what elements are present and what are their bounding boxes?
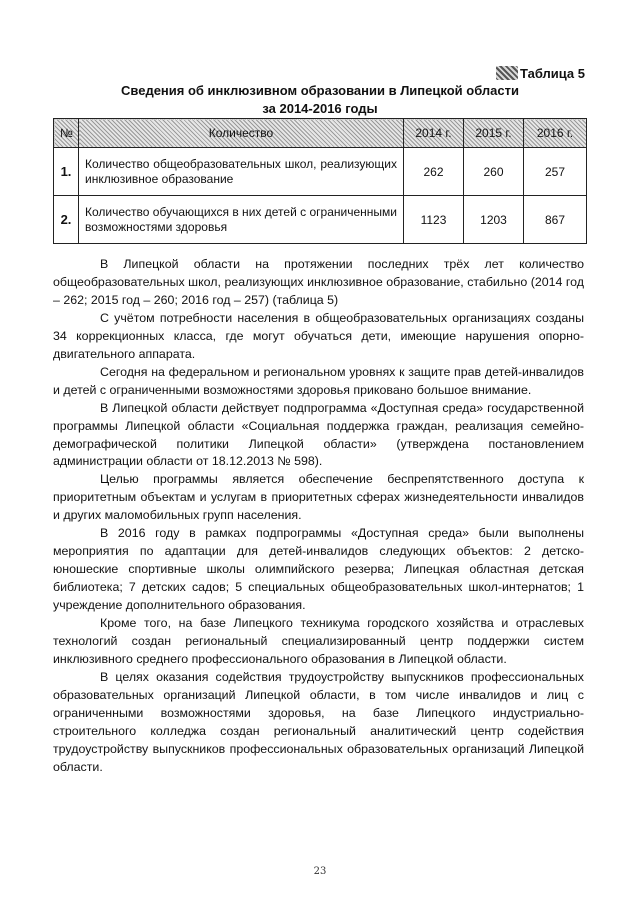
- row-value-2014: 1123: [404, 196, 464, 244]
- table-title-line2: за 2014-2016 годы: [262, 101, 378, 116]
- row-name: Количество общеобразовательных школ, реализующих инклюзивное образование: [79, 148, 404, 196]
- paragraph: В целях оказания содействия трудоустройству выпускников профессиональных образовательных организаций Липецкой области, в том числе инвалидов и лиц с ограниченными возможностями здоровья, на базе Липецкого индустриально-строительного колледжа создан региональный аналитический центр содействия трудоустройству выпускников профессиональных образовательных организаций Липецкой области.: [53, 669, 584, 774]
- header-2016: 2016 г.: [524, 119, 587, 148]
- header-number: №: [54, 119, 79, 148]
- paragraph: С учётом потребности населения в общеобразовательных организациях созданы 34 коррекционных класса, где могут обучаться дети, имеющие нарушения опорно-двигательного аппарата.: [53, 310, 584, 361]
- table-icon: [496, 66, 518, 80]
- row-value-2014: 262: [404, 148, 464, 196]
- paragraph: Кроме того, на базе Липецкого техникума городского хозяйства и отраслевых технологий создан региональный специализированный центр поддержки систем инклюзивного среднего профессионального образования в Липецкой области.: [53, 616, 584, 666]
- header-quantity: Количество: [79, 119, 404, 148]
- inclusive-education-table: [53, 118, 587, 244]
- row-value-2016: 257: [524, 148, 587, 196]
- header-2015: 2015 г.: [464, 119, 524, 148]
- table-title-line1: Сведения об инклюзивном образовании в Липецкой области: [121, 83, 519, 98]
- paragraph: Сегодня на федеральном и региональном уровнях к защите прав детей-инвалидов и детей с ограниченными возможностями здоровья приковано большое внимание.: [53, 364, 584, 397]
- table-row: [54, 148, 587, 196]
- paragraph: В Липецкой области действует подпрограмма «Доступная среда» государственной программы Липецкой области «Социальная поддержка граждан, реализация семейно-демографической политики Липецкой области» (утверждена постановлением администрации области от 18.12.2013 № 598).: [53, 400, 584, 469]
- paragraph: В 2016 году в рамках подпрограммы «Доступная среда» были выполнены мероприятия по адаптации для детей-инвалидов следующих объектов: 2 детско-юношеские спортивные школы олимпийского резерва; Липецкая областная детская библиотека; 7 детских садов; 5 специальных общеобразовательных школ-интернатов; 1 учреждение дополнительного образования.: [53, 526, 584, 613]
- table-row: [54, 196, 587, 244]
- paragraph: Целью программы является обеспечение беспрепятственного доступа к приоритетным объектам и услугам в приоритетных сферах жизнедеятельности инвалидов и других маломобильных групп населения.: [53, 472, 584, 523]
- table-caption: [485, 62, 585, 84]
- paragraph: В Липецкой области на протяжении последних трёх лет количество общеобразовательных школ, реализующих инклюзивное образование, стабильно (2014 год – 262; 2015 год – 260; 2016 год – 257) (таблица 5): [53, 257, 584, 307]
- header-2014: 2014 г.: [404, 119, 464, 148]
- row-name: Количество обучающихся в них детей с ограниченными возможностями здоровья: [79, 196, 404, 244]
- body-text: [53, 256, 584, 777]
- row-number: 1.: [54, 148, 79, 196]
- row-value-2015: 1203: [464, 196, 524, 244]
- page-number: 23: [313, 866, 327, 877]
- row-value-2016: 867: [524, 196, 587, 244]
- row-number: 2.: [54, 196, 79, 244]
- row-value-2015: 260: [464, 148, 524, 196]
- table-caption-text: Таблица 5: [519, 65, 585, 81]
- table-header-row: [54, 119, 587, 148]
